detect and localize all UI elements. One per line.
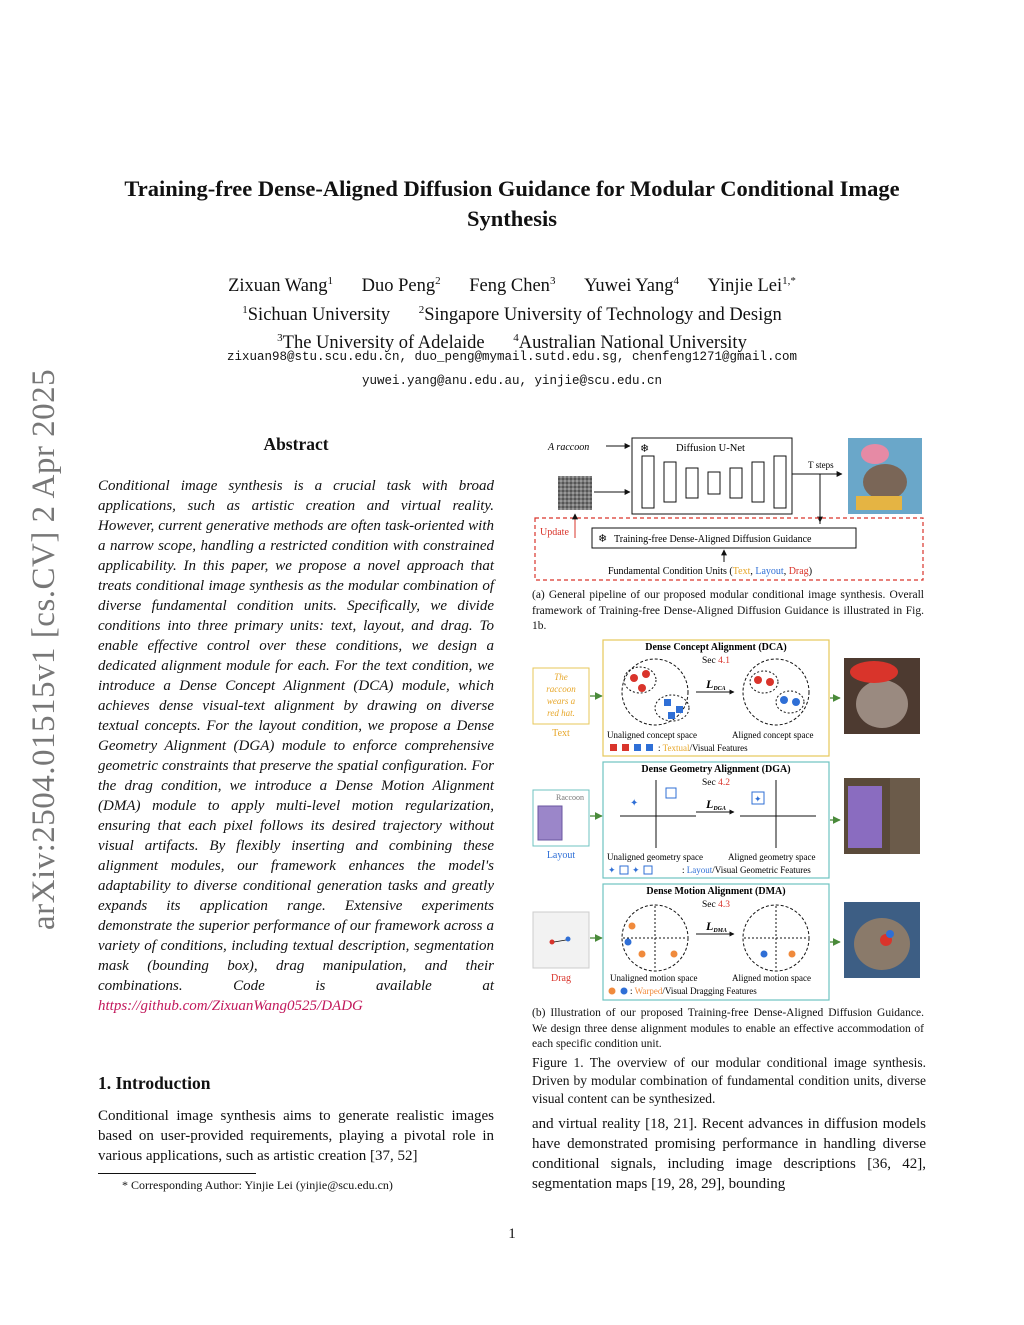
motion-feature	[629, 923, 636, 930]
snowflake-icon: ❄	[598, 533, 608, 545]
affiliation: $^4$Australian National University	[513, 332, 747, 354]
abstract-heading: Abstract	[263, 434, 329, 454]
footnote-rule	[98, 1173, 256, 1174]
feature-point	[642, 670, 650, 678]
author-2: Duo Peng$^2$	[361, 275, 441, 297]
unet-block	[730, 468, 742, 498]
author-1: Zixuan Wang$^1$	[228, 275, 333, 297]
figure-1-caption: Figure 1. The overview of our modular conditional image synthesis. Driven by modular combination of fundamental condition units, diverse visual content can be synthesized.	[532, 1055, 926, 1106]
drag-start-point	[550, 940, 555, 945]
footnote: * Corresponding Author: Yinjie Lei (yinjie@scu.edu.cn)	[122, 1178, 393, 1192]
author-4: Yuwei Yang$^4$	[584, 275, 679, 297]
email-line: yuwei.yang@anu.edu.au, yinjie@scu.edu.cn	[361, 373, 663, 388]
legend-marker	[634, 744, 641, 751]
dma-section: Sec 4.3	[702, 900, 730, 910]
motion-feature	[789, 951, 796, 958]
motion-feature	[625, 939, 632, 946]
figure-1b-modules	[530, 636, 926, 1002]
dca-legend: : Textual/Visual Features	[658, 743, 748, 753]
email-line: zixuan98@stu.scu.edu.cn, duo_peng@mymail.sutd.edu.sg, chenfeng1271@gmail.com	[226, 350, 798, 364]
unet-block	[642, 456, 654, 508]
section-heading-introduction: 1. Introduction	[98, 1073, 211, 1093]
dga-section: Sec 4.2	[702, 778, 730, 788]
feature-point	[668, 712, 675, 719]
dca-left-caption: Unaligned concept space	[607, 730, 697, 740]
raccoon-layout-image	[848, 786, 882, 848]
abstract-text: Conditional image synthesis is a crucial task with broad applications, such as artistic creation and virtual reality. However, current generative methods are often task-oriented with a narrow scope, handling a restricted condition with constrained applicability. In this paper, we propose a novel approach that treats conditional image synthesis as the modular combination of diverse fundamental condition units. Specifically, we divide conditions into three primary units: text, layout, and drag. To enable effective control over these conditions, we design a dedicated alignment module for each. For the text condition, we introduce a Dense Concept Alignment (DCA) module, which achieves dense visual-text alignment by drawing on diverse textual concepts. For the layout condition, we propose a Dense Geometry Alignment (DGA) module to enforce comprehensive geometric constraints that preserve the spatial configuration. For the drag condition, we introduce a Dense Motion Alignment (DMA) module to apply multi-level motion regularization, ensuring that each pixel follows its desired trajectory without visual artifacts. By flexibly inserting and combining these alignment modules, our framework enhances the model's adaptability to diverse conditional generation tasks and greatly expands its application range. Extensive experiments demonstrate the superior performance of our framework across a variety of conditions, including textual description, segmentation mask (bounding box), drag manipulation, and their combinations. Code is available at https://github.com/ZixuanWang0525/DADG	[98, 478, 494, 1014]
dca-loss: LDCA	[706, 677, 726, 692]
author-5: Yinjie Lei$^{1,*}$	[707, 275, 796, 297]
feature-point	[676, 706, 683, 713]
condition-units-label: Fundamental Condition Units (Text, Layout, Drag)	[608, 566, 813, 577]
raccoon-layout-image	[890, 778, 920, 854]
feature-point	[792, 698, 800, 706]
feature-point	[766, 678, 774, 686]
raccoon-red-hat-image	[856, 680, 908, 728]
dga-legend: : Layout/Visual Geometric Features	[682, 865, 811, 875]
dma-left-caption: Unaligned motion space	[610, 973, 698, 983]
update-label: Update	[540, 527, 569, 538]
affiliation-line-1	[90, 299, 934, 328]
raccoon-output-image	[863, 464, 907, 500]
affiliation: $^3$The University of Adelaide	[277, 332, 485, 354]
unet-block	[664, 462, 676, 502]
dca-right-caption: Aligned concept space	[732, 730, 814, 740]
legend-marker	[644, 866, 652, 874]
dga-left-caption: Unaligned geometry space	[607, 852, 703, 862]
dga-title: Dense Geometry Alignment (DGA)	[641, 764, 791, 775]
drag-unit-label: Drag	[551, 973, 571, 984]
dma-loss: LDMA	[706, 919, 728, 934]
raccoon-output-image	[861, 444, 889, 464]
arxiv-stamp: arXiv:2504.01515v1 [cs.CV] 2 Apr 2025	[26, 368, 62, 930]
text-condition-line: raccoon	[546, 684, 576, 694]
text-condition-line: wears a	[546, 696, 576, 706]
dga-loss: LDGA	[706, 797, 727, 812]
tsteps-label: T steps	[808, 460, 834, 470]
motion-feature	[761, 951, 768, 958]
raccoon-red-hat-image	[850, 661, 898, 683]
dma-right-caption: Aligned motion space	[732, 973, 811, 983]
drag-end-point	[566, 937, 571, 942]
motion-feature	[639, 951, 646, 958]
code-link[interactable]: https://github.com/ZixuanWang0525/DADG	[98, 998, 363, 1014]
prompt-text: A raccoon	[548, 442, 590, 453]
noise-image	[558, 476, 592, 510]
raccoon-output-image	[856, 496, 902, 510]
dma-legend: : Warped/Visual Dragging Features	[630, 986, 757, 996]
layout-box-label: Raccoon	[556, 793, 584, 802]
feature-point	[630, 674, 638, 682]
dga-right-caption: Aligned geometry space	[728, 852, 816, 862]
legend-marker: ✦	[608, 865, 616, 875]
geometry-feature: ✦	[754, 794, 762, 804]
author-3: Feng Chen$^3$	[469, 275, 556, 297]
dca-section: Sec 4.1	[702, 656, 730, 666]
unet-block	[686, 468, 698, 498]
legend-marker	[646, 744, 653, 751]
right-column-text: and virtual reality [18, 21]. Recent advances in diffusion models have demonstrated promising performance in handling diverse conditional signals, including image descriptions [36, 42], segmentation maps [19, 28, 29], bounding	[532, 1116, 926, 1192]
legend-marker	[620, 866, 628, 874]
page-number: 1	[508, 1226, 516, 1242]
layout-mask	[538, 806, 562, 840]
unet-block	[774, 456, 786, 508]
figure-1a-caption: (a) General pipeline of our proposed modular conditional image synthesis. Overall framework of Training-free Dense-Aligned Diffusion Guidance is illustrated in Fig. 1b.	[532, 589, 924, 632]
dma-title: Dense Motion Alignment (DMA)	[646, 886, 786, 897]
geometry-feature: ✦	[630, 798, 639, 809]
legend-marker	[621, 988, 628, 995]
feature-point	[754, 676, 762, 684]
unet-block	[708, 472, 720, 494]
dca-title: Dense Concept Alignment (DCA)	[645, 642, 787, 653]
paper-title: Training-free Dense-Aligned Diffusion Guidance for Modular Conditional Image Synthesis	[124, 176, 900, 231]
motion-feature	[671, 951, 678, 958]
unet-block	[752, 462, 764, 502]
affiliation: $^1$Sichuan University	[242, 303, 391, 325]
figure-1a-pipeline	[530, 434, 926, 584]
guidance-label: Training-free Dense-Aligned Diffusion Guidance	[614, 534, 812, 545]
legend-marker	[609, 988, 616, 995]
legend-marker: ✦	[632, 865, 640, 875]
author-block	[90, 270, 934, 356]
feature-point	[638, 684, 646, 692]
layout-unit-label: Layout	[546, 850, 576, 861]
drag-condition-box	[533, 912, 589, 968]
legend-marker	[610, 744, 617, 751]
affiliation: $^2$Singapore University of Technology and Design	[418, 303, 782, 325]
text-condition-line: The	[554, 672, 568, 682]
author-line	[90, 270, 934, 299]
text-condition-line: red hat.	[547, 708, 575, 718]
legend-marker	[622, 744, 629, 751]
feature-point	[664, 699, 671, 706]
feature-point	[780, 696, 788, 704]
unet-label: Diffusion U-Net	[676, 443, 745, 454]
email-block	[90, 346, 934, 393]
introduction-text: Conditional image synthesis aims to generate realistic images based on user-provided requirements, playing a pivotal role in various applications, such as artistic creation [37, 52]	[98, 1108, 494, 1164]
geometry-feature	[666, 788, 676, 798]
figure-1b-caption: (b) Illustration of our proposed Training-free Dense-Aligned Diffusion Guidance. We design three dense alignment modules to enable an effective accommodation of each specific condition unit.	[532, 1007, 924, 1050]
raccoon-drag-image	[886, 930, 894, 938]
snowflake-icon: ❄	[640, 443, 650, 455]
text-unit-label: Text	[552, 728, 570, 739]
